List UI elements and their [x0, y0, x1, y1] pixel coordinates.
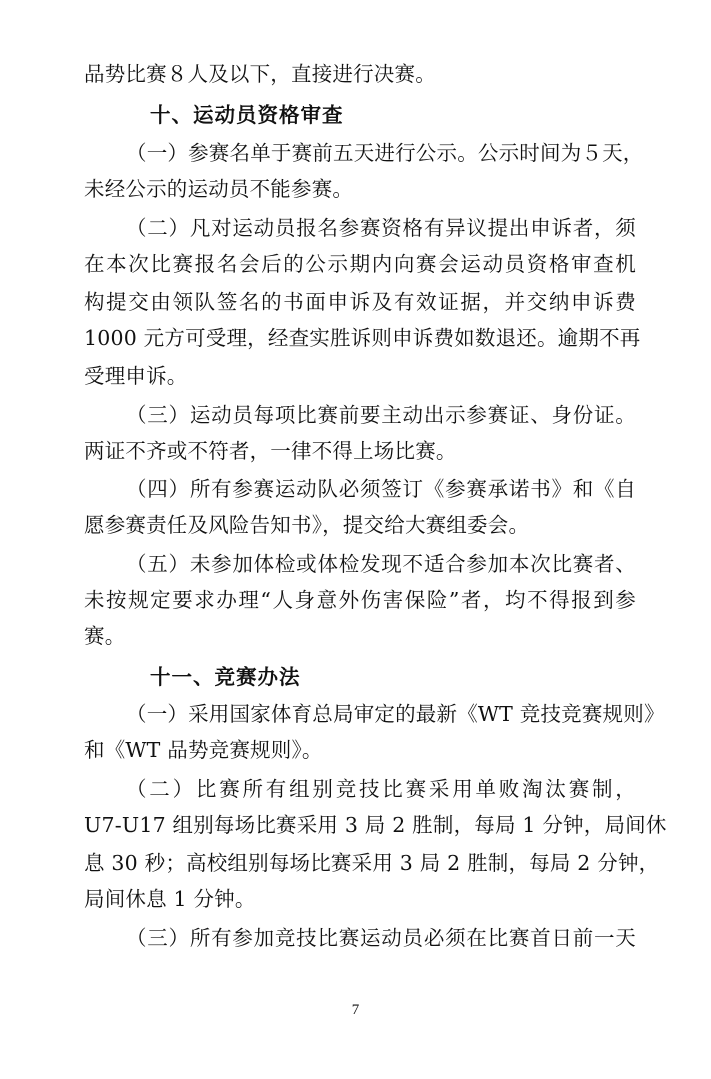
paragraph-line: 构提交由领队签名的书面申诉及有效证据，并交纳申诉费: [84, 290, 636, 314]
paragraph-line: 未按规定要求办理“人身意外伤害保险”者，均不得报到参: [84, 588, 636, 612]
paragraph-line: （二）凡对运动员报名参赛资格有异议提出申诉者，须: [126, 216, 636, 240]
paragraph-line: 1000 元方可受理，经查实胜诉则申诉费如数退还。逾期不再: [84, 326, 641, 350]
paragraph-line: 品势比赛８人及以下，直接进行决赛。: [84, 62, 436, 86]
paragraph-line: 息 30 秒；高校组别每场比赛采用 3 局 2 胜制，每局 2 分钟，: [84, 851, 660, 875]
paragraph-line: 局间休息 1 分钟。: [84, 887, 256, 911]
paragraph-line: （三）所有参加竞技比赛运动员必须在比赛首日前一天: [126, 926, 636, 950]
section-heading-11: 十一、竞赛办法: [150, 665, 301, 689]
paragraph-line: 赛。: [84, 624, 126, 648]
paragraph-line: 愿参赛责任及风险告知书》，提交给大赛组委会。: [84, 513, 530, 537]
paragraph-line: 两证不齐或不符者，一律不得上场比赛。: [84, 439, 457, 463]
paragraph-line: （一）采用国家体育总局审定的最新《WT 竞技竞赛规则》: [126, 702, 665, 726]
paragraph-line: 在本次比赛报名会后的公示期内向赛会运动员资格审查机: [84, 252, 636, 276]
paragraph-line: （五）未参加体检或体检发现不适合参加本次比赛者、: [126, 552, 636, 576]
paragraph-line: 受理申诉。: [84, 364, 188, 388]
page-number: 7: [351, 1002, 360, 1018]
paragraph-line: U7-U17 组别每场比赛采用 3 局 2 胜制，每局 1 分钟，局间休: [84, 813, 667, 837]
paragraph-line: （三）运动员每项比赛前要主动出示参赛证、身份证。: [126, 403, 636, 427]
paragraph-line: （二）比赛所有组别竞技比赛采用单败淘汰赛制，: [126, 777, 636, 801]
paragraph-line: 和《WT 品势竞赛规则》。: [84, 738, 323, 762]
section-heading-10: 十、运动员资格审查: [150, 103, 344, 127]
paragraph-line: （一）参赛名单于赛前五天进行公示。公示时间为５天，: [126, 141, 644, 165]
paragraph-line: （四）所有参赛运动队必须签订《参赛承诺书》和《自: [126, 477, 636, 501]
paragraph-line: 未经公示的运动员不能参赛。: [84, 177, 354, 201]
